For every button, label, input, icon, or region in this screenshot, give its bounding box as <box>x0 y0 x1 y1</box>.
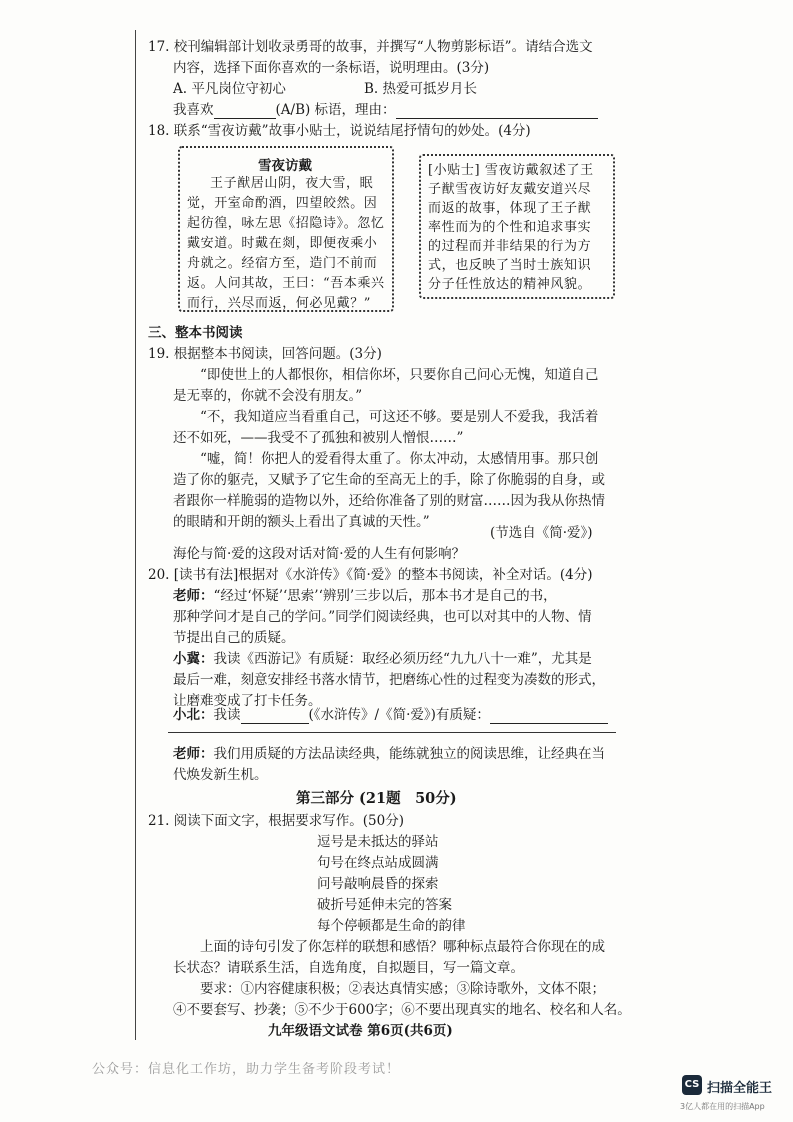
teacher2-label: 老师： <box>173 746 214 762</box>
q19-passage-line: 的眼睛和开朗的额头上看出了真诚的天性。” <box>173 514 430 530</box>
xiaobei-book-blank[interactable] <box>241 709 309 724</box>
q21-requirement: ④不要套写、抄袭；⑤不少于600字；⑥不要出现真实的地名、校名和人名。 <box>173 1002 631 1018</box>
tip-line: 的过程而并非结果的行为方 <box>428 239 592 254</box>
part3-title: 第三部分 (21题 50分) <box>296 790 457 807</box>
story-line: 舟就之。经宿方至，造门不前而 <box>187 256 378 271</box>
q21-prompt: 长状态？请联系生活，自选角度，自拟题目，写一篇文章。 <box>173 960 524 976</box>
camscanner-tagline: 3亿人都在用的扫描App <box>680 1102 765 1111</box>
q19-passage-line: “不，我知道应当看重自己，可这还不够。要是别人不爱我，我活着 <box>200 409 599 425</box>
q17-answer-prefix: 我喜欢 <box>173 102 214 118</box>
story-line: 而行，兴尽而返，何必见戴？” <box>187 296 372 311</box>
q21-prompt: 上面的诗句引发了你怎样的联想和感悟？哪种标点最符合你现在的成 <box>200 939 605 955</box>
tip-line: 而返的故事，体现了王子猷 <box>428 201 592 216</box>
q17-reason-blank[interactable] <box>396 104 598 119</box>
poem-line: 逗号是未抵达的驿站 <box>317 834 439 850</box>
tip-line: 式，也反映了当时士族知识 <box>428 258 592 273</box>
q17-answer-line <box>173 101 598 119</box>
tip-line: 率性而为的个性和追求事实 <box>428 220 592 235</box>
story-line: 觉，开室命酌酒，四望皎然。因 <box>187 196 378 211</box>
q19-passage-line: 是无辜的，你就不会没有朋友。” <box>173 388 363 404</box>
q20-xiaoji-line: 小冀：我读《西游记》有质疑：取经必须历经“九九八十一难”，尤其是 <box>173 651 592 667</box>
q20-teacher2-line: 老师：我们用质疑的方法品读经典，能练就独立的阅读思维，让经典在当 <box>173 746 605 762</box>
section-title: 三、整本书阅读 <box>148 325 243 341</box>
q19-passage-line: “嘘，简！你把人的爱看得太重了。你太冲动，太感情用事。那只创 <box>200 451 599 467</box>
q17-choice-blank[interactable] <box>214 104 276 119</box>
story-title: 雪夜访戴 <box>258 158 312 174</box>
poem-line: 每个停顿都是生命的韵律 <box>317 918 466 934</box>
q21-line1: 21. 阅读下面文字，根据要求写作。(50分) <box>148 813 404 829</box>
q20-xiaoji-line: 最后一难，刻意安排经书落水情节，把磨练心性的过程变为凑数的形式， <box>173 672 605 688</box>
q19-passage-line: 者跟你一样脆弱的造物以外，还给你准备了别的财富……因为我从你热情 <box>173 493 605 509</box>
tip-line: 子猷雪夜访好友戴安道兴尽 <box>428 182 592 197</box>
camscanner-logo-icon: CS <box>682 1075 702 1095</box>
q19-passage-line: “即使世上的人都恨你，相信你坏，只要你自己问心无愧，知道自己 <box>200 367 599 383</box>
q20-line1: 20. [读书有法]根据对《水浒传》《简·爱》的整本书阅读，补全对话。(4分) <box>148 567 593 583</box>
q18-line1: 18. 联系“雪夜访戴”故事小贴士，说说结尾抒情句的妙处。(4分) <box>148 123 531 139</box>
xiaobei-doubt-blank[interactable] <box>490 709 608 724</box>
q20-teacher-line: 老师：“经过‘怀疑’‘思索’‘辨别’三步以后，那本书才是自己的书， <box>173 588 557 604</box>
q20-xiaoji-line: 让磨难变成了打卡任务。 <box>173 693 322 709</box>
q19-passage-line: 还不如死，——我受不了孤独和被别人憎恨……” <box>173 430 464 446</box>
q17-option-b: B. 热爱可抵岁月长 <box>364 81 478 97</box>
tip-line: [小贴士] 雪夜访戴叙述了王 <box>428 163 594 178</box>
xiaobei-label: 小北： <box>173 707 214 723</box>
margin-line <box>135 30 136 1040</box>
q19-line1: 19. 根据整本书阅读，回答问题。(3分) <box>148 346 382 362</box>
watermark-text: 公众号：信息化工作坊，助力学生备考阶段考试！ <box>92 1062 401 1077</box>
teacher-label: 老师： <box>173 588 214 604</box>
story-line: 起彷徨，咏左思《招隐诗》。忽忆 <box>187 216 385 231</box>
poem-line: 破折号延伸未完的答案 <box>317 897 452 913</box>
q17-option-a: A. 平凡岗位守初心 <box>173 81 286 97</box>
q20-teacher2-line: 代焕发新生机。 <box>173 767 268 783</box>
poem-line: 句号在终点站成圆满 <box>317 855 439 871</box>
q17-line1: 17. 校刊编辑部计划收录勇哥的故事，并撰写“人物剪影标语”。请结合选文 <box>148 39 593 55</box>
q19-question: 海伦与简·爱的这段对话对简·爱的人生有何影响？ <box>173 546 466 562</box>
q17-line2: 内容，选择下面你喜欢的一条标语，说明理由。(3分) <box>173 60 490 76</box>
q20-xiaobei-line: 小北：我读 (《水浒传》/《简·爱》)有质疑： <box>173 706 608 724</box>
story-line: 戴安道。时戴在剡，即便夜乘小 <box>187 236 378 251</box>
poem-line: 问号敲响晨昏的探索 <box>317 876 439 892</box>
answer-line[interactable] <box>168 732 616 733</box>
story-line: 王子猷居山阴，夜大雪，眠 <box>210 176 374 191</box>
tip-line: 分子任性放达的精神风貌。 <box>428 277 592 292</box>
q19-passage-line: 造了你的躯壳，又赋予了它生命的至高无上的手，除了你脆弱的自身，或 <box>173 472 605 488</box>
q17-answer-mid: (A/B) 标语，理由： <box>275 102 396 118</box>
q20-teacher-line: 节提出自己的质疑。 <box>173 630 295 646</box>
q19-source: (节选自《简·爱》) <box>490 525 593 541</box>
q20-teacher-line: 那种学问才是自己的学问。”同学们阅读经典，也可以对其中的人物、情 <box>173 609 592 625</box>
story-line: 返。人问其故，王曰：“吾本乘兴 <box>187 276 385 291</box>
page-footer: 九年级语文试卷 第6页(共6页) <box>268 1023 453 1039</box>
xiaoji-label: 小冀： <box>173 651 214 667</box>
camscanner-name: 扫描全能王 <box>707 1081 773 1096</box>
q21-requirement: 要求：①内容健康积极；②表达真情实感；③除诗歌外，文体不限； <box>200 981 605 997</box>
